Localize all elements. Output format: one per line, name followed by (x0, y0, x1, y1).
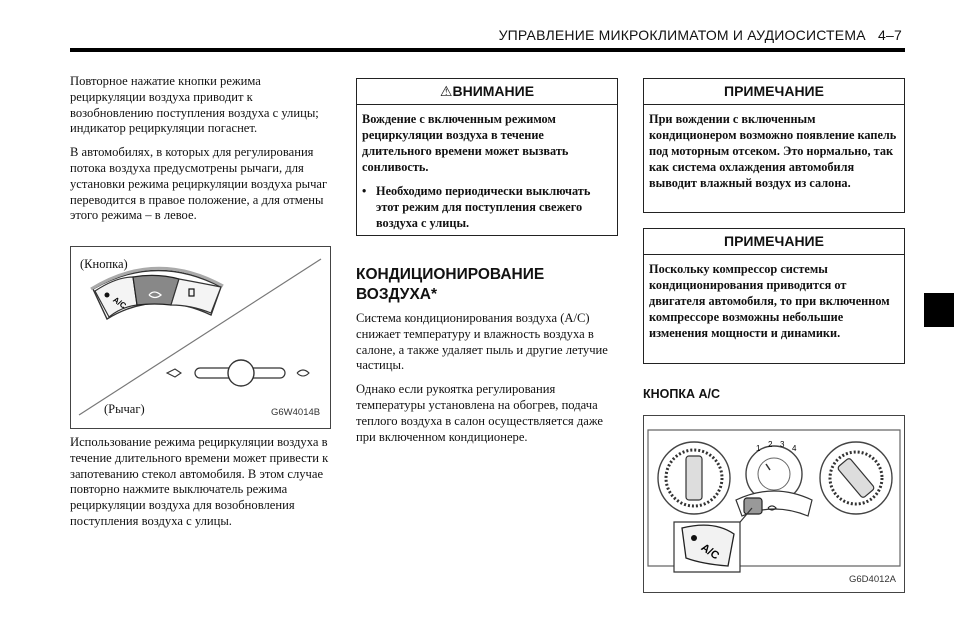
mode-knob (820, 442, 892, 514)
fan-speed-1: 1 (756, 444, 761, 453)
paragraph-ac-heating: Однако если рукоятка регулирования температуры установлена на обогрев, подача теплого воздуха в салон осуществляется даже при включенном кондиционере. (356, 382, 603, 444)
button-row (736, 491, 812, 516)
ac-button-text: A/C (111, 295, 128, 311)
recirc-symbol-left-icon (167, 369, 181, 377)
note-box-2 (643, 228, 905, 364)
temperature-knob (658, 442, 730, 514)
fan-speed-4: 4 (792, 444, 797, 453)
paragraph-recirc-repeat: Повторное нажатие кнопки режима рециркуляции воздуха приводит к возобновлению поступления воздуха с улицы; индикатор рециркуляции погаснет. (70, 74, 319, 136)
column-1-bottom (70, 435, 332, 538)
warning-bullet-item (362, 183, 612, 231)
figure-climate-panel (643, 415, 905, 593)
warning-triangle-icon: ⚠ (439, 83, 453, 99)
fan-speed-3: 3 (780, 440, 785, 449)
section-title: КОНДИЦИОНИРОВАНИЕ ВОЗДУХА* (356, 266, 545, 303)
bullet-icon: • (362, 184, 367, 198)
page-number: 4–7 (878, 27, 902, 43)
ac-inset-text: A/C (698, 541, 722, 563)
note-1-title: ПРИМЕЧАНИЕ (644, 79, 904, 105)
warning-title: ВНИМАНИЕ (452, 83, 535, 99)
column-2-body (356, 311, 618, 453)
header-rule (70, 48, 905, 52)
figure-code: G6W4014B (271, 407, 321, 418)
warning-text: Вождение с включенным режимом рециркуляции воздуха в течение длительного времени может вызвать сонливость. (362, 112, 569, 174)
chapter-tab (924, 293, 954, 327)
note-2-text: Поскольку компрессор системы кондиционирования приводится от двигателя автомобиля, то при включенном компрессоре возможны небольшие изменения мощности и динамики. (649, 262, 890, 340)
figure-recirculation-controls (70, 246, 331, 429)
paragraph-fogging: Использование режима рециркуляции воздуха в течение длительного времени может привести к запотеванию стекол автомобиля. В этом случае повторно нажмите выключатель режима рециркуляции воздуха для возобновления поступления воздуха с улицы. (70, 435, 329, 528)
warning-heading (357, 79, 617, 105)
ac-button-heading: КНОПКА A/C (643, 387, 721, 401)
paragraph-ac-function: Система кондиционирования воздуха (A/C) снижает температуру и влажность воздуха в салоне, а также удаляет пыль и другие летучие частицы. (356, 311, 608, 373)
note-1-text: При вождении с включенным кондиционером возможно появление капель под моторным отсеком. Это нормально, так как система охлаждения автомобиля выводит влажный воздух из салона. (649, 112, 897, 190)
recirc-illustration (71, 247, 330, 428)
warning-box (356, 78, 618, 236)
label-lever: (Рычаг) (104, 402, 145, 416)
fresh-symbol-right-icon (297, 370, 309, 376)
note-box-1 (643, 78, 905, 213)
running-header (499, 27, 902, 43)
recirc-lever (167, 360, 309, 386)
figure-2-code: G6D4012A (849, 574, 897, 585)
ac-button-inset (674, 522, 740, 572)
warning-bullet-text: Необходимо периодически выключать этот режим для поступления свежего воздуха с улицы. (376, 184, 591, 230)
label-button: (Кнопка) (80, 257, 128, 271)
column-1-top (70, 74, 332, 232)
header-title: УПРАВЛЕНИЕ МИКРОКЛИМАТОМ И АУДИОСИСТЕМА (498, 27, 866, 43)
fan-speed-2: 2 (768, 440, 773, 449)
note-2-title: ПРИМЕЧАНИЕ (644, 229, 904, 255)
paragraph-recirc-lever: В автомобилях, в которых для регулирования потока воздуха предусмотрены рычаги, для установки режима рециркуляции воздуха рычаг переводится в правое положение, а для отмены этого режима – в левое. (70, 145, 328, 223)
climate-panel-illustration (644, 416, 904, 592)
